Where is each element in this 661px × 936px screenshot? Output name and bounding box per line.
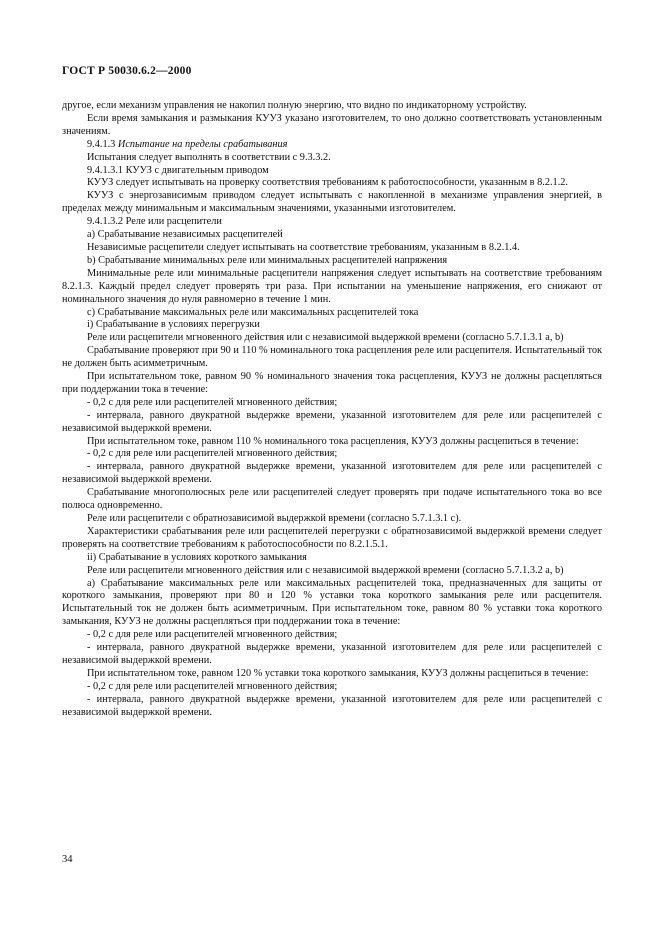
document-body [62,100,602,720]
paragraph: a) Срабатывание максимальных реле или максимальных расцепителей тока, предназначенных для защиты от короткого замыкания, проверяют при 80 и 120 % уставки тока короткого замыкания реле или расцепителя. Испытательный ток не должен быть асимметричным. При испытательном токе, равном 80 % уставки тока короткого замыкания, КУУЗ не должны расцепляться при поддержании тока в течение: [62,577,602,628]
list-item: - 0,2 с для реле или расцепителей мгновенного действия; [87,680,338,692]
paragraph: Минимальные реле или минимальные расцепители напряжения следует испытывать на соответствие требованиям 8.2.1.3. Каждый предел следует проверять три раза. При испытании на уменьшение напряжения, его снижают от номинального значения до нуля равномерно в течение 1 мин. [62,267,602,305]
document-header: ГОСТ Р 50030.6.2—2000 [62,65,192,77]
paragraph: Срабатывание проверяют при 90 и 110 % номинального тока расцепления реле или расцепителя. Испытательный ток не должен быть асимметричным. [62,345,602,370]
list-heading: a) Срабатывание независимых расцепителей [87,229,283,241]
list-item: - интервала, равного двукратной выдержке времени, указанной изготовителем для реле или расцепителей с независимой выдержкой времени. [62,642,602,666]
list-item: - 0,2 с для реле или расцепителей мгновенного действия; [87,396,338,408]
paragraph: КУУЗ следует испытывать на проверку соответствия требованиям к работоспособности, указанным в 8.2.1.2. [87,177,568,189]
paragraph: другое, если механизм управления не накопил полную энергию, что видно по индикаторному устройству. [62,100,527,111]
list-item: - интервала, равного двукратной выдержке времени, указанной изготовителем для реле или расцепителей с независимой выдержкой времени. [62,409,602,434]
list-item: - интервала, равного двукратной выдержке времени, указанной изготовителем для реле или расцепителей с независимой выдержкой времени. [62,461,602,486]
list-heading: i) Срабатывание в условиях перегрузки [87,319,260,331]
subsection-heading: 9.4.1.3.2 Реле или расцепители [87,216,222,228]
paragraph: Реле или расцепители мгновенного действия или с независимой выдержкой времени (согласно 5.7.1.3.2 a, b) [87,564,564,576]
document-page [62,64,602,720]
paragraph: Срабатывание многополюсных реле или расцепителей следует проверять при подаче испытательного тока во все полюса одновременно. [62,487,602,512]
paragraph: Независимые расцепители следует испытывать на соответствие требованиям, указанным в 8.2.1.4. [87,241,520,253]
paragraph: При испытательном токе, равном 90 % номинального значения тока расцепления, КУУЗ не должны расцепляться при поддержании тока в течение: [62,371,602,395]
page-number: 34 [62,854,73,865]
list-item: - 0,2 с для реле или расцепителей мгновенного действия; [87,629,338,641]
paragraph: КУУЗ с энергозависимым приводом следует испытывать с накопленной в механизме управления энергией, в пределах между минимальным и максимальным значениями, указанными изготовителем. [62,190,602,215]
paragraph: Реле или расцепители с обратнозависимой выдержкой времени (согласно 5.7.1.3.1 c). [87,513,462,524]
list-heading: ii) Срабатывание в условиях короткого замыкания [87,551,307,563]
list-heading: b) Срабатывание минимальных реле или минимальных расцепителей напряжения [87,254,448,266]
list-item: - интервала, равного двукратной выдержке времени, указанной изготовителем для реле или расцепителей с независимой выдержкой времени. [62,693,602,718]
list-item: - 0,2 с для реле или расцепителей мгновенного действия; [87,448,338,460]
paragraph: Характеристики срабатывания реле или расцепителей перегрузки с обратнозависимой выдержкой времени следует проверять на соответствие требованиям к работоспособности по 8.2.1.5.1. [62,525,602,550]
paragraph: Если время замыкания и размыкания КУУЗ указано изготовителем, то оно должно соответствовать установленным значениям. [62,112,602,137]
paragraph: При испытательном токе, равном 120 % уставки тока короткого замыкания, КУУЗ должны расцепиться в течение: [87,667,589,679]
section-heading [62,139,602,152]
section-number: 9.4.1.3 [87,138,118,150]
list-heading: c) Срабатывание максимальных реле или максимальных расцепителей тока [87,306,419,318]
section-title: Испытание на пределы срабатывания [117,138,288,150]
paragraph: Испытания следует выполнять в соответствии с 9.3.3.2. [87,151,331,163]
paragraph: Реле или расцепители мгновенного действия или с независимой выдержкой времени (согласно 5.7.1.3.1 a, b) [87,332,564,344]
subsection-heading: 9.4.1.3.1 КУУЗ с двигательным приводом [87,164,269,176]
paragraph: При испытательном токе, равном 110 % номинального тока расцепления, КУУЗ должны расцепиться в течение: [87,435,579,447]
